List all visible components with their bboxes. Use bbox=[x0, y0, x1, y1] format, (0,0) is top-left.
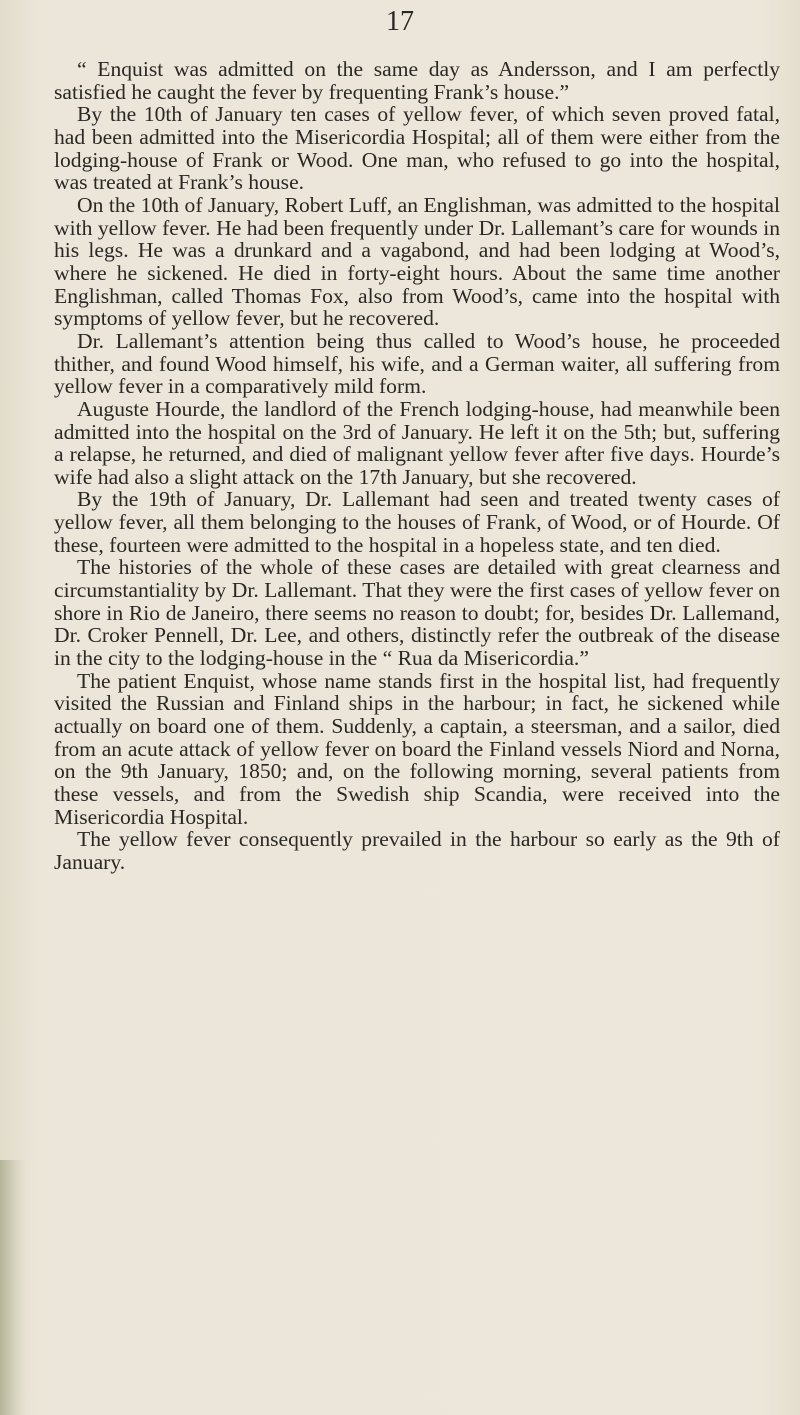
page-edge-shadow bbox=[0, 1160, 26, 1415]
paragraph-6: By the 19th of January, Dr. Lallemant had seen and treated twenty cases of yellow fever, all them belonging to the houses of Frank, of Wood, or of Hourde. Of these, fourteen were admitted to the hospital in a hopeless state, and ten died. bbox=[54, 487, 780, 557]
paragraph-5: Auguste Hourde, the landlord of the French lodging-house, had meanwhile been admitted into the hospital on the 3rd of January. He left it on the 5th; but, suffering a relapse, he returned, and died of malignant yellow fever after five days. Hourde’s wife had also a slight attack on the 17th January, but she recovered. bbox=[54, 396, 780, 489]
paragraph-8: The patient Enquist, whose name stands first in the hospital list, had frequently visited the Russian and Finland ships in the harbour; in fact, he sickened while actually on board one of them. Suddenly, a captain, a steersman, and a sailor, died from an acute attack of yellow fever on board the Finland vessels Niord and Norna, on the 9th January, 1850; and, on the following morning, several patients from these vessels, and from the Swedish ship Scandia, were received into the Misericordia Hospital. bbox=[54, 668, 780, 829]
paragraph-7: The histories of the whole of these cases are detailed with great clearness and circumstantiality by Dr. Lallemant. That they were the first cases of yellow fever on shore in Rio de Janeiro, there seems no reason to doubt; for, besides Dr. Lallemand, Dr. Croker Pennell, Dr. Lee, and others, distinctly refer the outbreak of the disease in the city to the lodging-house in the “ Rua da Misericordia.” bbox=[54, 555, 780, 671]
page-number: 17 bbox=[386, 6, 414, 37]
body-text bbox=[54, 58, 780, 874]
paragraph-3: On the 10th of January, Robert Luff, an Englishman, was admitted to the hospital with yellow fever. He had been frequently under Dr. Lallemant’s care for wounds in his legs. He was a drunkard and a vagabond, and had been lodging at Wood’s, where he sickened. He died in forty-eight hours. About the same time another Englishman, called Thomas Fox, also from Wood’s, came into the hospital with symptoms of yellow fever, but he recovered. bbox=[54, 192, 780, 331]
paragraph-1: “ Enquist was admitted on the same day as Andersson, and I am perfectly satisfied he caught the fever by frequenting Frank’s house.” bbox=[54, 57, 780, 104]
paragraph-4: Dr. Lallemant’s attention being thus called to Wood’s house, he proceeded thither, and found Wood himself, his wife, and a German waiter, all suffering from yellow fever in a comparatively mild form. bbox=[54, 328, 780, 399]
paragraph-2: By the 10th of January ten cases of yellow fever, of which seven proved fatal, had been admitted into the Misericordia Hospital; all of them were either from the lodging-house of Frank or Wood. One man, who refused to go into the hospital, was treated at Frank’s house. bbox=[54, 102, 780, 195]
paragraph-9: The yellow fever consequently prevailed in the harbour so early as the 9th of January. bbox=[54, 827, 780, 874]
